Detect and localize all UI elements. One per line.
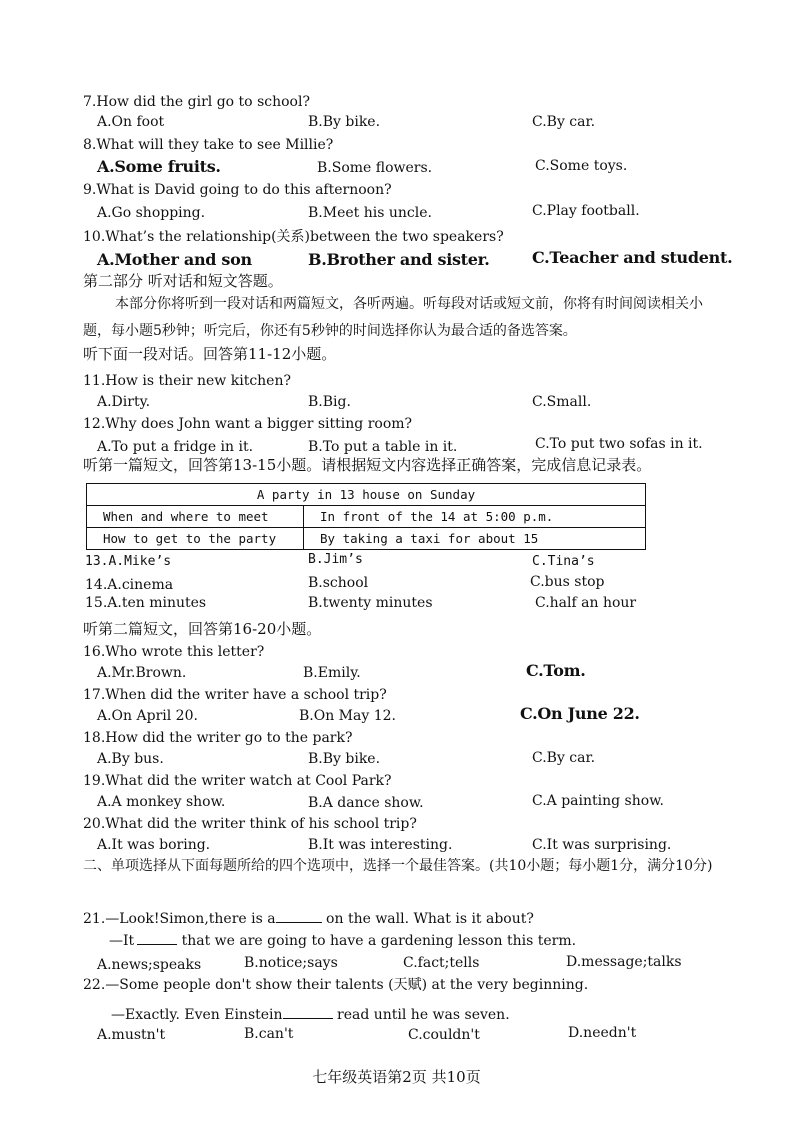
- option-16b: B.Emily.: [303, 665, 361, 681]
- option-8a: A.Some fruits.: [97, 157, 221, 176]
- part2-intro: [83, 291, 723, 345]
- option-10c: C.Teacher and student.: [532, 248, 733, 267]
- option-19a: A.A monkey show.: [97, 794, 226, 810]
- question-19: 19.What did the writer watch at Cool Park?: [83, 773, 392, 789]
- question-22-line1: 22.—Some people don't show their talents (天赋) at the very beginning.: [83, 977, 589, 993]
- part2-intro-text: 本部分你将听到一段对话和两篇短文，各听两遍。听每段对话或短文前，你将有时间阅读相关小题，每小题5秒钟；听完后，你还有5秒钟的时间选择你认为最合适的备选答案。: [83, 296, 703, 339]
- info-table-value-2: By taking a taxi for about 15: [304, 528, 646, 550]
- dialogue-intro: 听下面一段对话。回答第11-12小题。: [83, 345, 337, 363]
- q21-line1-pre: 21.—Look!Simon,there is a: [83, 911, 276, 927]
- option-22b: B.can't: [244, 1026, 294, 1042]
- option-16c: C.Tom.: [526, 661, 586, 680]
- question-17: 17.When did the writer have a school trip?: [83, 687, 387, 703]
- info-table-value-1: In front of the 14 at 5:00 p.m.: [304, 506, 646, 528]
- option-22d: D.needn't: [568, 1025, 637, 1041]
- question-16: 16.Who wrote this letter?: [83, 644, 265, 660]
- section2-heading-text: 二、单项选择从下面每题所给的四个选项中，选择一个最佳答案。(共10小题；每小题1分，满分10分): [83, 858, 713, 874]
- question-22-line2: [111, 1004, 510, 1024]
- option-17c: C.On June 22.: [520, 704, 640, 723]
- q21-line1-post: on the wall. What is it about?: [326, 911, 534, 927]
- option-12b: B.To put a table in it.: [308, 439, 458, 455]
- part2-heading: 第二部分 听对话和短文答题。: [83, 272, 283, 290]
- question-21-line1: [83, 908, 534, 928]
- info-table: [86, 483, 646, 550]
- option-11c: C.Small.: [532, 394, 592, 410]
- option-22a: A.mustn't: [97, 1027, 166, 1043]
- passage2-intro: 听第二篇短文，回答第16-20小题。: [83, 620, 322, 638]
- option-17a: A.On April 20.: [97, 708, 198, 724]
- option-19b: B.A dance show.: [308, 795, 424, 811]
- option-17b: B.On May 12.: [299, 708, 396, 724]
- question-7: 7.How did the girl go to school?: [83, 94, 310, 110]
- q22-line2-pre: —Exactly. Even Einstein: [111, 1007, 283, 1023]
- q21-blank-1: [276, 908, 322, 923]
- option-21b: B.notice;says: [244, 955, 338, 971]
- option-8c: C.Some toys.: [535, 158, 628, 174]
- q22-blank: [283, 1004, 333, 1019]
- question-10: 10.What’s the relationship(关系)between the two speakers?: [83, 229, 504, 245]
- info-table-label-2: How to get to the party: [87, 528, 304, 550]
- option-7a: A.On foot: [97, 114, 165, 130]
- option-8b: B.Some flowers.: [317, 160, 433, 176]
- info-table-label-1: When and where to meet: [87, 506, 304, 528]
- q21-line2-post: that we are going to have a gardening lesson this term.: [181, 933, 577, 949]
- option-14a: 14.A.cinema: [85, 577, 174, 593]
- section2-heading: [83, 853, 723, 880]
- page-footer: 七年级英语第2页 共10页: [312, 1068, 481, 1086]
- option-14c: C.bus stop: [530, 574, 605, 590]
- q22-line2-post: read until he was seven.: [337, 1007, 510, 1023]
- option-12a: A.To put a fridge in it.: [97, 439, 254, 455]
- option-20b: B.It was interesting.: [308, 837, 453, 853]
- option-7b: B.By bike.: [308, 114, 381, 130]
- option-12c: C.To put two sofas in it.: [535, 436, 703, 452]
- option-21c: C.fact;tells: [403, 955, 480, 971]
- question-12: 12.Why does John want a bigger sitting room?: [83, 416, 413, 432]
- option-7c: C.By car.: [532, 114, 596, 130]
- question-11: 11.How is their new kitchen?: [83, 373, 291, 389]
- option-20c: C.It was surprising.: [532, 837, 672, 853]
- option-20a: A.It was boring.: [97, 837, 211, 853]
- option-19c: C.A painting show.: [532, 793, 664, 809]
- q21-blank-2: [137, 930, 177, 945]
- question-20: 20.What did the writer think of his school trip?: [83, 816, 417, 832]
- question-8: 8.What will they take to see Millie?: [83, 137, 334, 153]
- option-21a: A.news;speaks: [97, 957, 202, 973]
- question-21-line2: [109, 930, 576, 950]
- question-18: 18.How did the writer go to the park?: [83, 730, 353, 746]
- option-13b: B.Jim’s: [308, 552, 363, 567]
- option-9a: A.Go shopping.: [97, 205, 206, 221]
- option-13c: C.Tina’s: [532, 554, 595, 569]
- option-15a: 15.A.ten minutes: [85, 595, 207, 611]
- option-13a: 13.A.Mike’s: [85, 554, 172, 569]
- option-10b: B.Brother and sister.: [308, 250, 490, 269]
- option-18b: B.By bike.: [308, 751, 381, 767]
- passage1-intro: 听第一篇短文，回答第13-15小题。请根据短文内容选择正确答案，完成信息记录表。: [83, 456, 652, 474]
- option-15b: B.twenty minutes: [308, 595, 433, 611]
- option-14b: B.school: [308, 575, 369, 591]
- option-22c: C.couldn't: [408, 1027, 480, 1043]
- option-11a: A.Dirty.: [97, 394, 151, 410]
- option-16a: A.Mr.Brown.: [97, 665, 187, 681]
- q21-line2-pre: —It: [109, 933, 135, 949]
- option-9c: C.Play football.: [532, 203, 640, 219]
- option-15c: C.half an hour: [535, 595, 637, 611]
- option-18a: A.By bus.: [97, 751, 164, 767]
- option-11b: B.Big.: [308, 394, 351, 410]
- option-21d: D.message;talks: [566, 954, 682, 970]
- info-table-title: A party in 13 house on Sunday: [87, 484, 646, 506]
- question-9: 9.What is David going to do this afternoon?: [83, 182, 392, 198]
- option-9b: B.Meet his uncle.: [308, 205, 432, 221]
- option-18c: C.By car.: [532, 750, 596, 766]
- option-10a: A.Mother and son: [97, 250, 252, 269]
